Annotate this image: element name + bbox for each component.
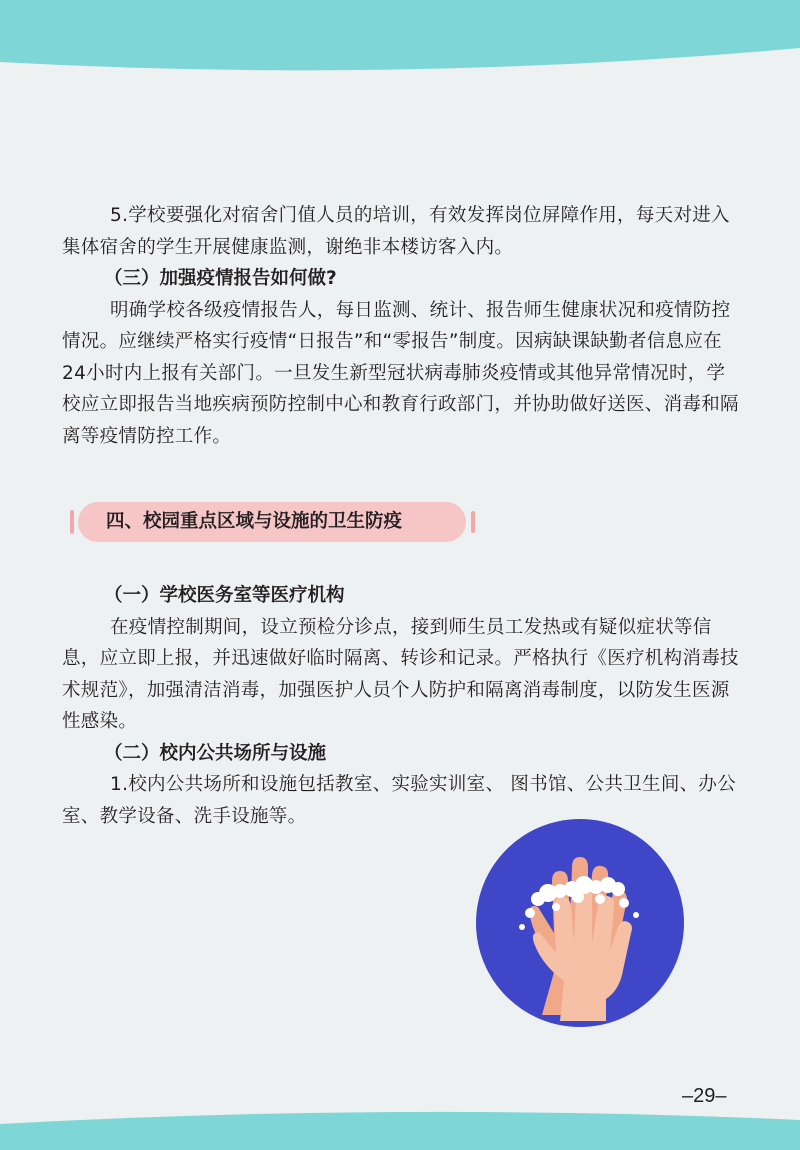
public-facilities-paragraph: 1.校内公共场所和设施包括教室、实验实训室、 图书馆、公共卫生间、办公室、教学设备、洗手设施等。 (62, 774, 737, 827)
page-number: –29– (682, 1085, 727, 1107)
upper-text-block (62, 200, 742, 452)
heading-clinic: （一）学校医务室等医疗机构 (104, 585, 345, 606)
item-5-paragraph: 5.学校要强化对宿舍门值人员的培训，有效发挥岗位屏障作用，每天对进入集体宿舍的学生开展健康监测，谢绝非本楼访客入内。 (62, 205, 730, 258)
top-decorative-band (0, 0, 800, 75)
bottom-decorative-band (0, 1102, 800, 1150)
lower-text-block (62, 580, 742, 832)
report-procedure-paragraph: 明确学校各级疫情报告人，每日监测、统计、报告师生健康状况和疫情防控情况。应继续严格实行疫情“日报告”和“零报告”制度。因病缺课缺勤者信息应在24小时内上报有关部门。一旦发生新型冠状病毒肺炎疫情或其他异常情况时，学校应立即报告当地疾病预防控制中心和教育行政部门，并协助做好送医、消毒和隔离等疫情防控工作。 (62, 299, 739, 447)
heading-report-procedure: （三）加强疫情报告如何做? (104, 268, 337, 289)
clinic-paragraph: 在疫情控制期间，设立预检分诊点，接到师生员工发热或有疑似症状等信息，应立即上报，并迅速做好临时隔离、转诊和记录。严格执行《医疗机构消毒技术规范》，加强清洁消毒，加强医护人员个人防护和隔离消毒制度，以防发生医源性感染。 (62, 616, 739, 732)
section-4-banner (78, 502, 466, 542)
hand-washing-icon (472, 815, 688, 1031)
heading-public-facilities: （二）校内公共场所与设施 (104, 742, 327, 764)
section-4-title: 四、校园重点区域与设施的卫生防疫 (106, 511, 403, 532)
